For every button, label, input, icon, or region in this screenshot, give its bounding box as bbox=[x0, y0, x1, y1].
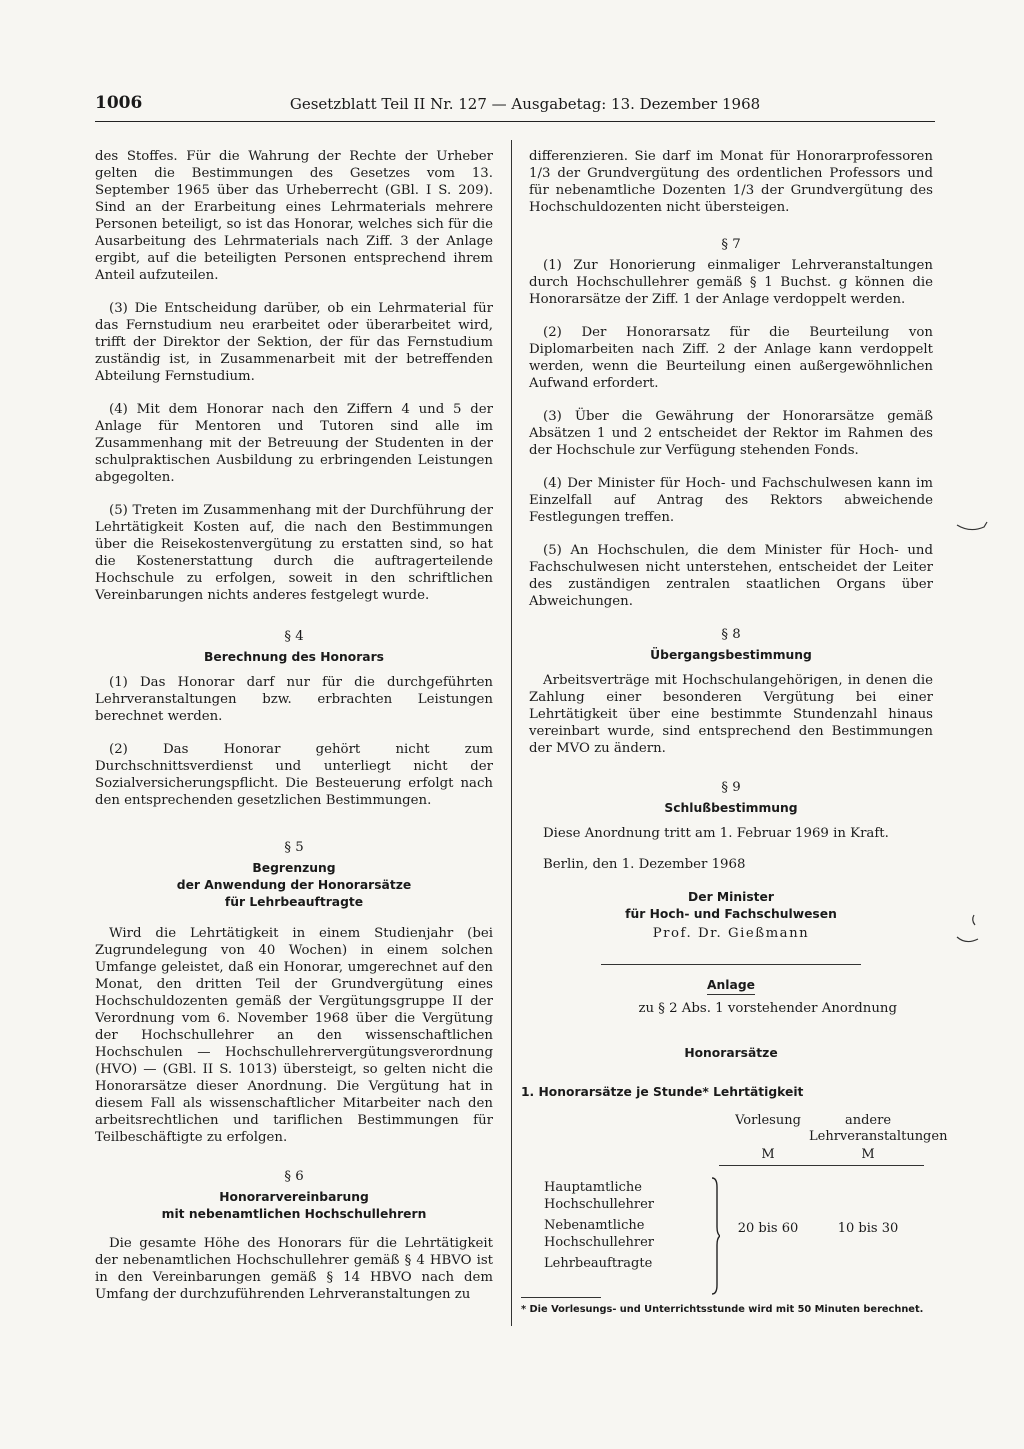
page-header bbox=[95, 93, 935, 122]
section-7-paragraph-4: (4) Der Minister für Hoch- und Fachschulwesen kann im Einzelfall auf Antrag des Rektors abweichende Festlegungen treffen. bbox=[529, 476, 933, 525]
place-and-date: Berlin, den 1. Dezember 1968 bbox=[543, 857, 746, 872]
section-4-number: § 4 bbox=[284, 629, 304, 644]
section-9-paragraph-1: Diese Anordnung tritt am 1. Februar 1969 in Kraft. bbox=[543, 826, 889, 841]
section-7-paragraph-3: (3) Über die Gewährung der Honorarsätze gemäß Absätzen 1 und 2 entscheidet der Rektor im Rahmen des der Hochschule zur Verfügung stehenden Fonds. bbox=[529, 409, 933, 458]
table-row-label: Lehrbeauftragte bbox=[544, 1256, 653, 1271]
section-6-title-line-2: mit nebenamtlichen Hochschullehrern bbox=[161, 1207, 427, 1221]
section-8-paragraph-1: Arbeitsverträge mit Hochschulangehörigen, in denen die Zahlung einer besonderen Vergütung bei einer Lehrtätigkeit über eine bestimmte Stundenzahl hinaus vereinbart wurde, sind entsprechend den Bestimmungen der MVO zu ändern. bbox=[529, 673, 933, 756]
section-4-paragraph-2: (2) Das Honorar gehört nicht zum Durchschnittsverdienst und unterliegt nicht der Sozialversicherungspflicht. Die Besteuerung erfolgt nach den entsprechenden gesetzlichen Bestimmungen. bbox=[95, 742, 493, 808]
section-6-title-line-1: Honorarvereinbarung bbox=[219, 1190, 369, 1204]
rate-lecture: 20 bis 60 bbox=[737, 1221, 799, 1236]
section-7-paragraph-1: (1) Zur Honorierung einmaliger Lehrveranstaltungen durch Hochschullehrer gemäß § 1 Buchst. g können die Honorarsätze der Ziff. 1 der Anlage verdoppelt werden. bbox=[529, 258, 933, 307]
signer-name: Prof. Dr. Gießmann bbox=[652, 926, 810, 941]
right-column bbox=[521, 148, 948, 1316]
unit-other: M bbox=[861, 1147, 875, 1162]
section-9-title: Schlußbestimmung bbox=[664, 801, 798, 815]
table-header-rule bbox=[719, 1165, 924, 1166]
margin-mark-icon bbox=[956, 521, 988, 535]
right-brace-icon bbox=[711, 1177, 720, 1295]
section-6-paragraph-1: Die gesamte Höhe des Honorars für die Lehrtätigkeit der nebenamtlichen Hochschullehrer gemäß § 4 HBVO ist in den Vereinbarungen gemäß § 14 HBVO nach dem Umfang der durchzuführenden Lehrveranstaltungen zu bbox=[95, 1236, 493, 1302]
section-5-title-line-3: für Lehrbeauftragte bbox=[224, 895, 364, 909]
table-row-label: Nebenamtliche Hochschullehrer bbox=[544, 1218, 655, 1250]
section-5-title-line-2: der Anwendung der Honorarsätze bbox=[176, 878, 412, 892]
footnote: * Die Vorlesungs- und Unterrichtsstunde wird mit 50 Minuten berechnet. bbox=[521, 1304, 924, 1315]
annex-title-text: Anlage bbox=[707, 978, 755, 995]
margin-mark-icon bbox=[956, 913, 980, 949]
section-5-number: § 5 bbox=[284, 840, 304, 855]
section-6-number: § 6 bbox=[284, 1169, 304, 1184]
footnote-rule bbox=[521, 1297, 601, 1298]
paragraph-continued-right: differenzieren. Sie darf im Monat für Honorarprofessoren 1/3 der Grundvergütung des ordentlichen Professors und für nebenamtliche Dozenten 1/3 der Grundvergütung des Hochschuldozenten nicht übersteigen. bbox=[529, 149, 933, 215]
section-4-paragraph-1: (1) Das Honorar darf nur für die durchgeführten Lehrveranstaltungen bzw. erbrachten Leistungen berechnet werden. bbox=[95, 675, 493, 724]
section-5-title bbox=[95, 860, 493, 911]
table-row-label: Hauptamtliche Hochschullehrer bbox=[544, 1180, 655, 1212]
paragraph-continued: des Stoffes. Für die Wahrung der Rechte der Urheber gelten die Bestimmungen des Gesetzes vom 13. September 1965 über das Urheberrecht (GBl. I S. 209). Sind an der Erarbeitung eines Lehrmaterials mehrere Personen beteiligt, so ist das Honorar, welches sich für die Ausarbeitung des Lehrmaterials nach Ziff. 3 der Anlage ergibt, auf die beteiligten Personen entsprechend ihrem Anteil aufzuteilen. bbox=[95, 149, 493, 283]
signer-title-line-2: für Hoch- und Fachschulwesen bbox=[625, 907, 837, 921]
annex-subtitle: zu § 2 Abs. 1 vorstehender Anordnung bbox=[638, 1001, 897, 1016]
section-8-number: § 8 bbox=[721, 627, 741, 642]
section-6-title bbox=[95, 1189, 493, 1223]
annex-section-title: Honorarsätze bbox=[684, 1046, 778, 1060]
section-9-number: § 9 bbox=[721, 780, 741, 795]
column-header-lecture: Vorlesung bbox=[735, 1113, 801, 1128]
header-title: Gesetzblatt Teil II Nr. 127 — Ausgabetag: 13. Dezember 1968 bbox=[289, 95, 761, 113]
signer-title-line-1: Der Minister bbox=[688, 890, 774, 904]
rate-table bbox=[529, 1113, 948, 1291]
separator-rule bbox=[601, 964, 861, 965]
unit-lecture: M bbox=[761, 1147, 775, 1162]
annex-item-1: 1. Honorarsätze je Stunde* Lehrtätigkeit bbox=[521, 1085, 804, 1099]
section-8-title: Übergangsbestimmung bbox=[650, 648, 812, 662]
section-4-title: Berechnung des Honorars bbox=[204, 650, 384, 664]
left-column bbox=[95, 148, 493, 1319]
paragraph-3: (3) Die Entscheidung darüber, ob ein Lehrmaterial für das Fernstudium neu erarbeitet oder überarbeitet wird, trifft der Direktor der Sektion, der für das Fernstudium zuständig ist, in Zusammenarbeit mit der betreffenden Abteilung Fernstudium. bbox=[95, 301, 493, 384]
section-7-paragraph-2: (2) Der Honorarsatz für die Beurteilung von Diplomarbeiten nach Ziff. 2 der Anlage kann verdoppelt werden, wenn die Beurteilung einen außergewöhnlichen Aufwand erfordert. bbox=[529, 325, 933, 391]
column-divider bbox=[511, 140, 512, 1326]
paragraph-5: (5) Treten im Zusammenhang mit der Durchführung der Lehrtätigkeit Kosten auf, die nach den Bestimmungen über die Reisekostenvergütung zu erstatten sind, so hat die Kostenerstattung durch die auftragerteilende Hochschule zu erfolgen, soweit in den schriftlichen Vereinbarungen nichts anderes festgelegt wurde. bbox=[95, 503, 493, 603]
section-7-number: § 7 bbox=[721, 237, 741, 252]
section-5-paragraph-1: Wird die Lehrtätigkeit in einem Studienjahr (bei Zugrundelegung von 40 Wochen) in einem solchen Umfange geleistet, daß ein Honorar, umgerechnet auf den Monat, den dritten Teil der Grundvergütung eines Hochschuldozenten gemäß der Vergütungsgruppe II der Verordnung vom 6. November 1968 über die Vergütung der Hochschullehrer an den wissenschaftlichen Hochschulen — Hochschullehrervergütungsverordnung (HVO) — (GBl. II S. 1013) übersteigt, so gelten nicht die Honorarsätze dieser Anordnung. Die Vergütung hat in diesem Fall als wissenschaftlicher Mitarbeiter nach den arbeitsrechtlichen und tariflichen Bestimmungen für Teilbeschäftigte zu erfolgen. bbox=[95, 926, 493, 1145]
column-header-other: andere Lehrveranstaltungen bbox=[809, 1113, 948, 1144]
paragraph-4: (4) Mit dem Honorar nach den Ziffern 4 und 5 der Anlage für Mentoren und Tutoren sind alle im Zusammenhang mit der Betreuung der Studenten in der schulpraktischen Ausbildung zu erbringenden Leistungen abgegolten. bbox=[95, 402, 493, 485]
annex-title bbox=[529, 977, 933, 994]
page-number: 1006 bbox=[95, 93, 143, 113]
section-5-title-line-1: Begrenzung bbox=[252, 861, 336, 875]
rate-other: 10 bis 30 bbox=[837, 1221, 899, 1236]
section-7-paragraph-5: (5) An Hochschulen, die dem Minister für Hoch- und Fachschulwesen nicht unterstehen, entscheidet der Leiter des zuständigen zentralen staatlichen Organs über Abweichungen. bbox=[529, 543, 933, 609]
